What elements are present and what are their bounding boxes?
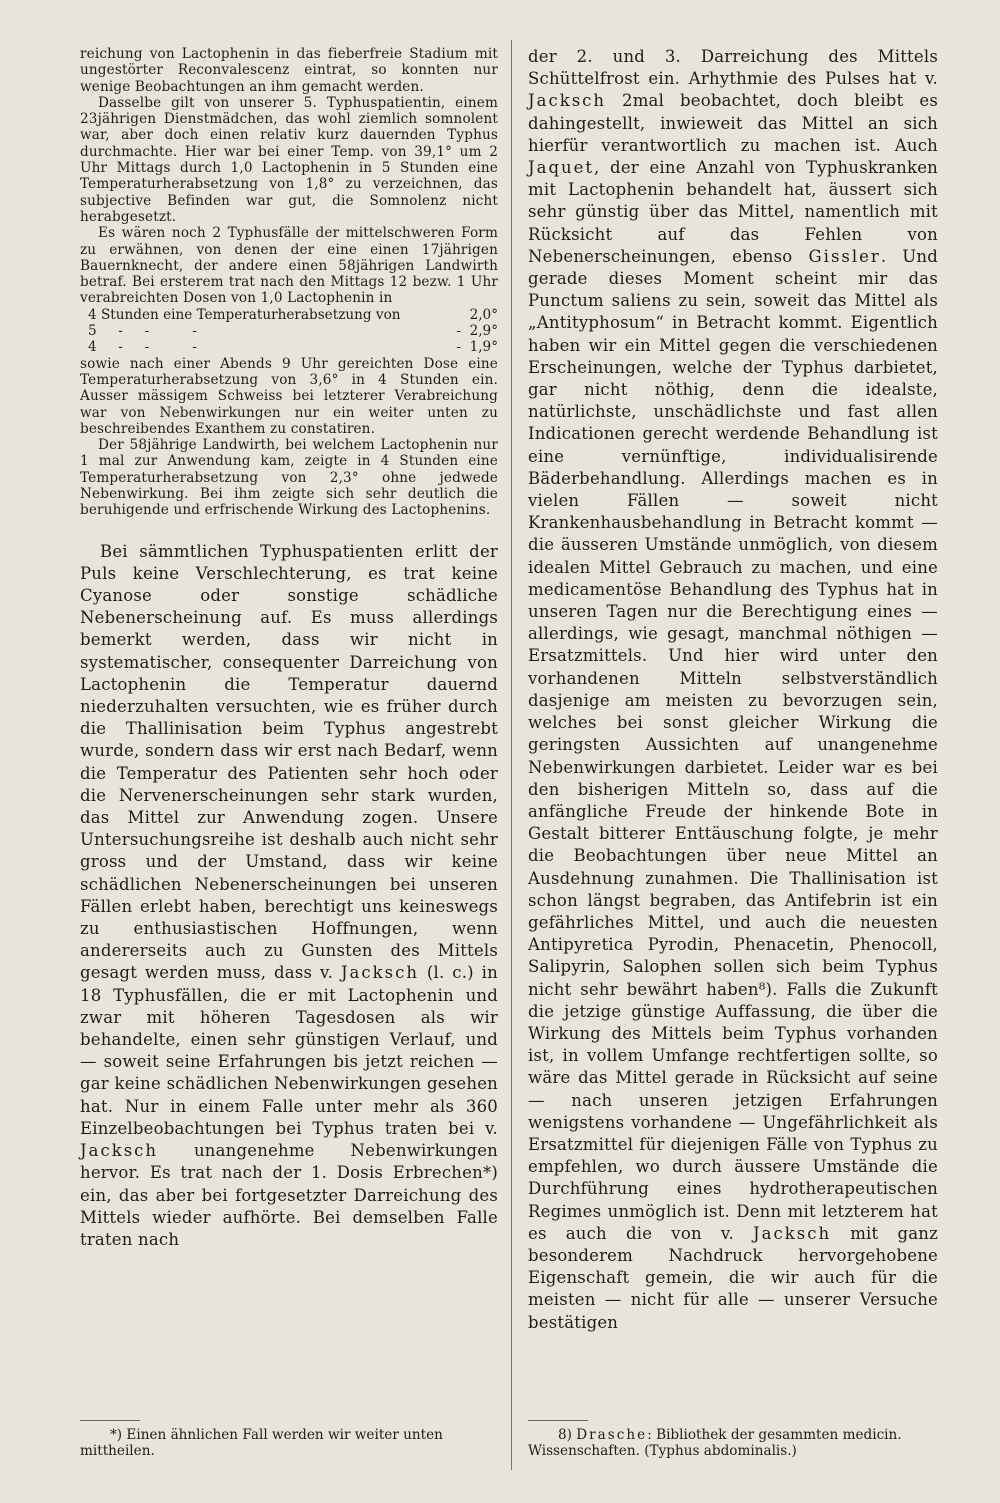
footnote-rule (80, 1420, 140, 1421)
author-name: Jacksch (753, 1223, 832, 1243)
footnote-text: *) Einen ähnlichen Fall werden wir weiter unten mittheilen. (80, 1427, 443, 1460)
table-row-value: 2,0° (469, 306, 498, 323)
paragraph: reichung von Lactophenin in das fieberfreie Stadium mit ungestörter Reconvalescenz eintrat, so konnten nur wenige Beobachtungen an ihm gemacht werden. (80, 46, 498, 95)
table-row (80, 323, 498, 339)
paragraph: sowie nach einer Abends 9 Uhr gereichten Dose eine Temperaturherabsetzung von 3,6° in 4 Stunden ein. Ausser mässigem Schweiss bei letzterer Verabreichung war von Nebenwirkungen nur ein weiter unten zu beschreibendes Exanthem zu constatiren. (80, 355, 498, 437)
table-row-value: - 1,9° (456, 339, 498, 356)
author-name: Gissler (808, 246, 881, 266)
left-column (80, 46, 498, 1251)
temperature-table (80, 307, 498, 356)
footnote-right (528, 1414, 938, 1460)
footnote-left (80, 1414, 498, 1460)
table-row-value: - 2,9° (456, 323, 498, 340)
author-name: Jaquet (528, 158, 595, 178)
paragraph: Bei sämmtlichen Typhuspatienten erlitt der Puls keine Verschlechterung, es trat keine Cyanose oder sonstige schädliche Nebenerscheinung auf. Es muss allerdings bemerkt werden, dass wir nicht in systematischer, consequenter Darreichung von Lactophenin die Temperatur dauernd niederzuhalten versuchten, wie es früher durch die Thallinisation beim Typhus angestrebt wurde, sondern dass wir erst nach Bedarf, wenn die Temperatur des Patienten sehr hoch oder die Nervenerscheinungen sehr stark wurden, das Mittel zur Anwendung zogen. Unsere Untersuchungsreihe ist deshalb auch nicht sehr gross und der Umstand, dass wir keine schädlichen Nebenerscheinungen bei unseren Fällen erlebt haben, berechtigt uns keineswegs zu enthusiastischen Hoffnungen, wenn andererseits auch zu Gunsten des Mittels gesagt werden muss, dass v. Jacksch (l. c.) in 18 Typhusfällen, die er mit Lactophenin und zwar mit höheren Tagesdosen als wir behandelte, einen sehr günstigen Verlauf, und — soweit seine Erfahrungen bis jetzt reichen — gar keine schädlichen Nebenwirkungen gesehen hat. Nur in einem Falle unter mehr als 360 Einzelbeobachtungen bei Typhus traten bei v. Jacksch unangenehme Nebenwirkungen hervor. Es trat nach der 1. Dosis Erbrechen*) ein, das aber bei fortgesetzter Darreichung des Mittels wieder aufhörte. Bei demselben Falle traten nach (80, 541, 498, 1249)
paragraph: Es wären noch 2 Typhusfälle der mittelschweren Form zu erwähnen, von denen der eine einen 17jährigen Bauernknecht, der andere einen 58jährigen Landwirth betraf. Bei ersterem trat nach den Mittags 12 bezw. 1 Uhr verabreichten Dosen von 1,0 Lactophenin in (80, 225, 498, 307)
main-text-section (80, 541, 498, 1252)
small-print-section (80, 46, 498, 519)
author-name: Drasche (576, 1427, 648, 1443)
author-name: Jacksch (340, 963, 419, 983)
paragraph: der 2. und 3. Darreichung des Mittels Schüttelfrost ein. Arhythmie des Pulses hat v. Jacksch 2mal beobachtet, doch bleibt es dahingestellt, inwieweit das Mittel an sich hierfür verantwortlich zu machen ist. Auch Jaquet, der eine Anzahl von Typhuskranken mit Lactophenin behandelt hat, äussert sich sehr günstig über das Mittel, namentlich mit Rücksicht auf das Fehlen von Nebenerscheinungen, ebenso Gissler. Und gerade dieses Moment scheint mir das Punctum saliens zu sein, soweit das Mittel als „Antityphosum“ in Betracht kommt. Eigentlich haben wir ein Mittel gegen die verschiedenen Erscheinungen, welche der Typhus darbietet, gar nicht nöthig, denn die idealste, natürlichste, unschädlichste und fast allen Indicationen gerecht werdende Behandlung ist eine vernünftige, individualisirende Bäderbehandlung. Allerdings machen es in vielen Fällen — soweit nicht Krankenhausbehandlung in Betracht kommt — die äusseren Umstände unmöglich, von diesem idealen Mittel Gebrauch zu machen, und eine medicamentöse Behandlung des Typhus hat in unseren Tagen nur die Berechtigung eines — allerdings, wie gesagt, manchmal nöthigen — Ersatzmittels. Und hier wird unter den vorhandenen Mitteln selbstverständlich dasjenige am meisten zu bevorzugen sein, welches bei sonst gleicher Wirkung die geringsten Aussichten auf unangenehme Nebenwirkungen darbietet. Leider war es bei den bisherigen Mitteln so, dass auf die anfängliche Freude der hinkende Bote in Gestalt bitterer Enttäuschung folgte, je mehr die Beobachtungen über neue Mittel an Ausdehnung zunahmen. Die Thallinisation ist schon längst begraben, das Antifebrin ist ein gefährliches Mittel, und auch die neuesten Antipyretica Pyrodin, Phenacetin, Phenocoll, Salipyrin, Salophen sollen sich beim Typhus nicht sehr bewährt haben⁸). Falls die Zukunft die jetzige günstige Auffassung, die über die Wirkung des Mittels beim Typhus vorhanden ist, in vollem Umfange rechtfertigen sollte, so wäre das Mittel gerade in Rücksicht auf seine — nach unseren jetzigen Erfahrungen wenigstens vorhandene — Ungefährlichkeit als Ersatzmittel für diejenigen Fälle von Typhus zu empfehlen, wo durch äussere Umstände die Durchführung eines hydrotherapeutischen Regimes unmöglich ist. Denn mit letzterem hat es auch die von v. Jacksch mit ganz besonderem Nachdruck hervorgehobene Eigenschaft gemein, die wir auch für die meisten — nicht für alle — unserer Versuche bestätigen (528, 47, 938, 1332)
footnote-rule (528, 1420, 588, 1421)
paragraph: Der 58jährige Landwirth, bei welchem Lactophenin nur 1 mal zur Anwendung kam, zeigte in 4 Stunden eine Temperaturherabsetzung von 2,3° ohne jedwede Nebenwirkung. Bei ihm zeigte sich sehr deutlich die beruhigende und erfrischende Wirkung des Lactophenins. (80, 437, 498, 519)
column-divider (511, 40, 512, 1470)
author-name: Jacksch (528, 91, 607, 111)
table-row (80, 339, 498, 355)
footnote-text: 8) Drasche: Bibliothek der gesammten medicin. Wissenschaften. (Typhus abdominalis.) (528, 1427, 902, 1460)
paragraph: Dasselbe gilt von unserer 5. Typhuspatientin, einem 23jährigen Dienstmädchen, das wohl ziemlich somnolent war, aber doch einen relativ kurz dauernden Typhus durchmachte. Hier war bei einer Temp. von 39,1° um 2 Uhr Mittags durch 1,0 Lactophenin in 5 Stunden eine Temperaturherabsetzung von 1,8° zu verzeichnen, das subjective Befinden war gut, die Somnolenz nicht herabgesetzt. (80, 94, 498, 225)
table-row-label: 5 - - - (88, 323, 197, 340)
right-column (528, 46, 938, 1334)
table-row-label: 4 - - - (88, 339, 197, 356)
table-row-label: 4 Stunden eine Temperaturherabsetzung von (88, 306, 401, 323)
table-row (80, 307, 498, 323)
author-name: Jacksch (80, 1141, 159, 1161)
